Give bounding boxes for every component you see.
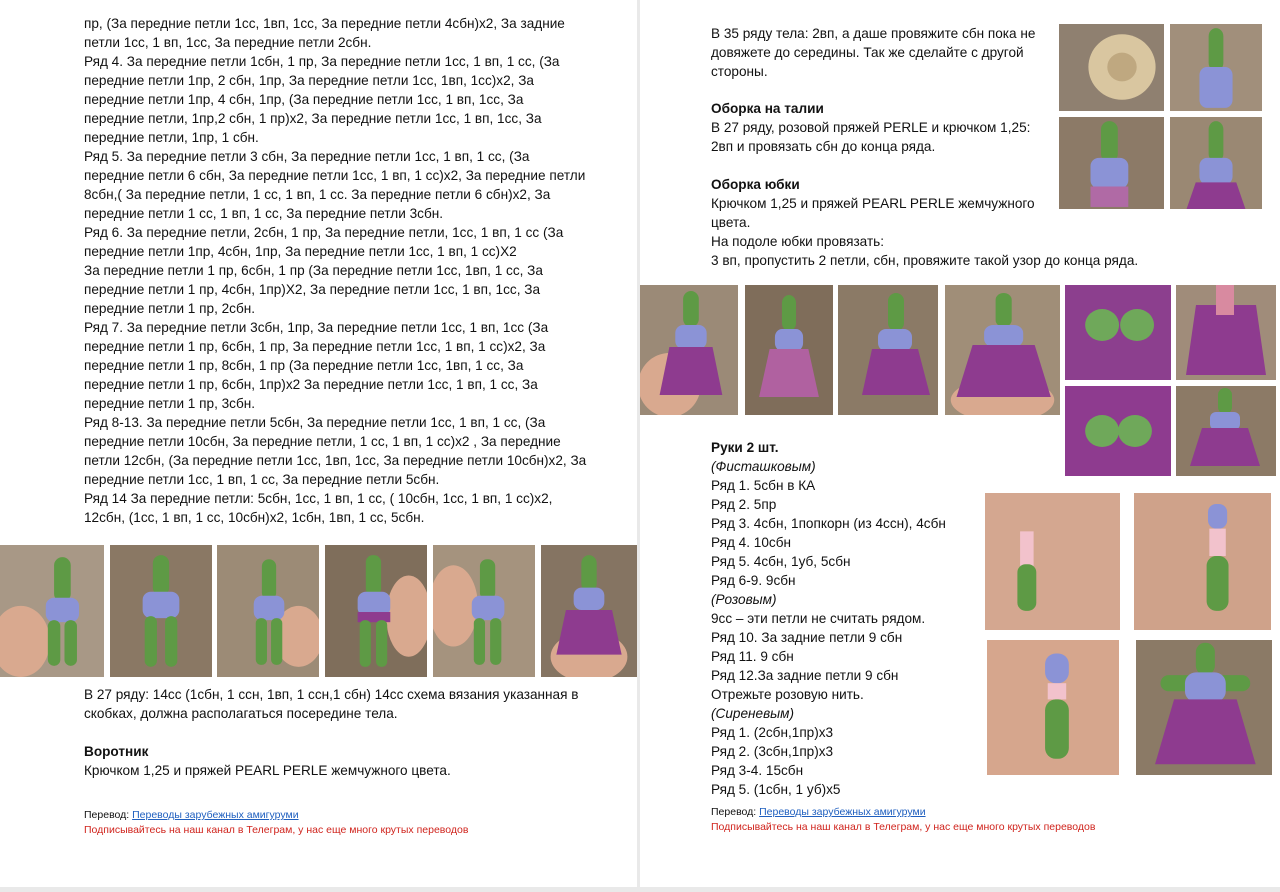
photo-skirt-1 <box>640 285 738 415</box>
text-line: цвета. <box>711 215 751 230</box>
text-line: передние петли 1 пр, 6сбн, 1 пр, За передние петли 1сс, 1 вп, 1 сс)х2, За <box>84 339 546 354</box>
text-line: Ряд 11. 9 сбн <box>711 649 794 664</box>
text-line: В 27 ряду, розовой пряжей PERLE и крючком 1,25: <box>711 120 1031 135</box>
photo-skirt-3 <box>838 285 938 415</box>
telegram-promo: Подписывайтесь на наш канал в Телеграм, у нас еще много крутых переводов <box>84 824 469 836</box>
text-line: Ряд 8-13. За передние петли 5сбн, За передние петли 1сс, 1 вп, 1 сс, (За <box>84 415 546 430</box>
photo-yarn-ball <box>1059 24 1164 111</box>
doll-photo-graphic <box>1065 285 1171 380</box>
text-line: Ряд 1. 5сбн в КА <box>711 478 816 493</box>
intro-text <box>711 24 1056 81</box>
row27-text <box>84 685 629 723</box>
photo-doll-1 <box>0 545 104 677</box>
footer-prefix: Перевод: <box>84 809 133 821</box>
photo-shoe-2 <box>1176 285 1276 380</box>
text-line: 8сбн,( За передние петли, 1 сс, 1 вп, 1 сс. За передние петли 6 сбн)х2, За <box>84 187 551 202</box>
text-line: Ряд 5. 4сбн, 1уб, 5сбн <box>711 554 851 569</box>
text-line: петли 12сбн, (За передние петли 1сс, 1вп, 1сс, За передние петли 10сбн)х2, За <box>84 453 587 468</box>
photo-doll-top-2 <box>1059 117 1164 209</box>
text-line: передние петли 1сс, 1 вп, 1 сс, За передние петли 5сбн. <box>84 472 440 487</box>
translations-link[interactable]: Переводы зарубежных амигуруми <box>759 806 926 818</box>
text-line: передние петли 1пр, 4сбн, 1пр, За передние петли 1сс, 1 вп, 1 сс)Х2 <box>84 244 517 259</box>
doll-photo-graphic <box>110 545 212 677</box>
text-line: пр, (За передние петли 1сс, 1вп, 1сс, За передние петли 4сбн)х2, За задние <box>84 16 565 31</box>
left-footer <box>84 808 468 838</box>
photo-arm-3 <box>987 640 1119 775</box>
doll-photo-graphic <box>1136 640 1272 775</box>
photo-skirt-2 <box>745 285 833 415</box>
arms-steps <box>711 457 991 799</box>
right-footer <box>711 805 1095 835</box>
photo-skirt-4 <box>945 285 1060 415</box>
skirt-title: Оборка юбки <box>711 177 800 192</box>
doll-photo-graphic <box>433 545 535 677</box>
text-line: (Розовым) <box>711 592 777 607</box>
text-line: Ряд 6-9. 9сбн <box>711 573 796 588</box>
doll-photo-graphic <box>1170 24 1262 111</box>
text-line: Отрежьте розовую нить. <box>711 687 864 702</box>
text-line: Ряд 5. (1сбн, 1 уб)х5 <box>711 782 841 797</box>
arm-photo-graphic <box>1134 493 1271 630</box>
text-line: Ряд 5. За передние петли 3 сбн, За передние петли 1сс, 1 вп, 1 сс, (За <box>84 149 530 164</box>
yarn-photo-graphic <box>1059 24 1164 111</box>
text-line: Крючком 1,25 и пряжей PEARL PERLE жемчужного <box>711 196 1035 211</box>
doll-photo-graphic <box>325 545 427 677</box>
doll-photo-graphic <box>1176 285 1276 380</box>
photo-doll-3 <box>217 545 319 677</box>
text-line: 2вп и провязать сбн до конца ряда. <box>711 139 936 154</box>
doll-photo-graphic <box>945 285 1060 415</box>
footer-prefix: Перевод: <box>711 806 760 818</box>
text-line: передние петли 6 сбн, За передние петли 1сс, 1 вп, 1 сс)х2, За передние петли <box>84 168 586 183</box>
text-line: стороны. <box>711 64 768 79</box>
left-page <box>0 0 637 887</box>
arms-title: Руки 2 шт. <box>711 440 779 455</box>
photo-arm-1 <box>985 493 1120 630</box>
photo-skirt-5 <box>1176 386 1276 476</box>
text-line: петли 1сс, 1 вп, 1сс, За передние петли 2сбн. <box>84 35 372 50</box>
telegram-promo: Подписывайтесь на наш канал в Телеграм, у нас еще много крутых переводов <box>711 821 1096 833</box>
doll-photo-graphic <box>1065 386 1171 476</box>
text-line: довяжете до середины. Так же сделайте с другой <box>711 45 1024 60</box>
text-line: передние петли 10сбн, За передние петли, 1 сс, 1 вп, 1 сс)х2 , За передние <box>84 434 561 449</box>
arm-photo-graphic <box>985 493 1120 630</box>
text-line: Ряд 2. 5пр <box>711 497 777 512</box>
photo-doll-top-1 <box>1170 24 1262 111</box>
text-line: передние петли 1пр, 2 сбн, 1пр, За передние петли 1сс, 1вп, 1сс)х2, За <box>84 73 534 88</box>
text-line: Ряд 3. 4сбн, 1попкорн (из 4ссн), 4сбн <box>711 516 946 531</box>
collar-text: Крючком 1,25 и пряжей PEARL PERLE жемчужного цвета. <box>84 763 451 778</box>
text-line: Ряд 3-4. 15сбн <box>711 763 804 778</box>
doll-photo-graphic <box>217 545 319 677</box>
photo-doll-5 <box>433 545 535 677</box>
text-line: (Фисташковым) <box>711 459 816 474</box>
text-line: передние петли, 1пр, 1 сбн. <box>84 130 259 145</box>
text-line: передние петли 1 пр, 8сбн, 1 пр (За передние петли 1сс, 1вп, 1 сс, За <box>84 358 524 373</box>
translations-link[interactable]: Переводы зарубежных амигуруми <box>132 809 299 821</box>
text-line: скобках, должна располагаться посередине тела. <box>84 706 398 721</box>
doll-photo-graphic <box>0 545 104 677</box>
text-line: Ряд 1. (2сбн,1пр)х3 <box>711 725 834 740</box>
text-line: (Сиреневым) <box>711 706 795 721</box>
text-line: Ряд 10. За задние петли 9 сбн <box>711 630 903 645</box>
text-line: 9сс – эти петли не считать рядом. <box>711 611 926 626</box>
photo-shoe-3 <box>1065 386 1171 476</box>
doll-photo-graphic <box>541 545 637 677</box>
collar-title: Воротник <box>84 744 149 759</box>
text-line: Ряд 6. За передние петли, 2сбн, 1 пр, За передние петли, 1сс, 1 вп, 1 сс (За <box>84 225 564 240</box>
text-line: 3 вп, пропустить 2 петли, сбн, провяжите такой узор до конца ряда. <box>711 253 1139 268</box>
doll-photo-graphic <box>1176 386 1276 476</box>
text-line: передние петли, 1пр,2 сбн, 1 пр)х2, За передние петли 1сс, 1 вп, 1сс, За <box>84 111 542 126</box>
doll-photo-graphic <box>745 285 833 415</box>
right-page <box>640 0 1280 887</box>
doll-photo-graphic <box>1059 117 1164 209</box>
doll-photo-graphic <box>640 285 738 415</box>
doll-photo-graphic <box>1170 117 1262 209</box>
text-line: В 35 ряду тела: 2вп, а даше провяжите сбн пока не <box>711 26 1036 41</box>
photo-doll-4 <box>325 545 427 677</box>
left-pattern-text <box>84 14 629 527</box>
photo-doll-top-3 <box>1170 117 1262 209</box>
text-line: передние петли 1пр, 4 сбн, 1пр, (За передние петли 1сс, 1 вп, 1сс, За <box>84 92 524 107</box>
photo-shoe-1 <box>1065 285 1171 380</box>
text-line: Ряд 7. За передние петли 3сбн, 1пр, За передние петли 1сс, 1 вп, 1сс (За <box>84 320 549 335</box>
photo-doll-arms <box>1136 640 1272 775</box>
text-line: передние петли 1 пр, 4сбн, 1пр)Х2, За передние петли 1сс, 1 вп, 1сс, За <box>84 282 541 297</box>
waist-title: Оборка на талии <box>711 101 824 116</box>
photo-doll-6 <box>541 545 637 677</box>
text-line: В 27 ряду: 14сс (1сбн, 1 ссн, 1вп, 1 ссн,1 сбн) 14сс схема вязания указанная в <box>84 687 579 702</box>
text-line: Ряд 12.За задние петли 9 сбн <box>711 668 899 683</box>
arm-photo-graphic <box>987 640 1119 775</box>
waist-text <box>711 118 1056 156</box>
text-line: Ряд 4. 10сбн <box>711 535 792 550</box>
text-line: 12сбн, (1сс, 1 вп, 1 сс, 10сбн)х2, 1сбн, 1вп, 1 сс, 5сбн. <box>84 510 425 525</box>
text-line: За передние петли 1 пр, 6сбн, 1 пр (За передние петли 1сс, 1вп, 1 сс, За <box>84 263 543 278</box>
text-line: Ряд 2. (3сбн,1пр)х3 <box>711 744 834 759</box>
text-line: передние петли 1 сс, 1 вп, 1 сс, За передние петли 3сбн. <box>84 206 444 221</box>
text-line: передние петли 1 пр, 2сбн. <box>84 301 256 316</box>
doll-photo-graphic <box>838 285 938 415</box>
text-line: Ряд 4. За передние петли 1сбн, 1 пр, За передние петли 1сс, 1 вп, 1 сс, (За <box>84 54 560 69</box>
photo-arm-2 <box>1134 493 1271 630</box>
text-line: передние петли 1 пр, 6сбн, 1пр)х2 За передние петли 1сс, 1 вп, 1 сс, За <box>84 377 538 392</box>
text-line: На подоле юбки провязать: <box>711 234 885 249</box>
text-line: Ряд 14 За передние петли: 5сбн, 1сс, 1 вп, 1 сс, ( 10сбн, 1сс, 1 вп, 1 сс)х2, <box>84 491 553 506</box>
photo-doll-2 <box>110 545 212 677</box>
text-line: передние петли 1 пр, 3сбн. <box>84 396 256 411</box>
